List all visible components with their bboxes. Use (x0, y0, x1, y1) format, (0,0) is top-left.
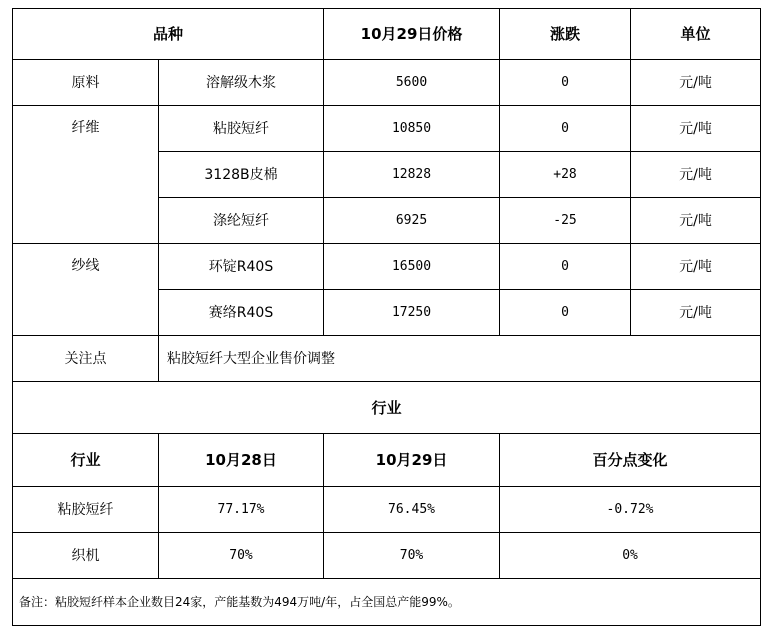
item-price: 12828 (324, 152, 500, 198)
item-price: 5600 (324, 60, 500, 106)
item-unit: 元/吨 (631, 106, 761, 152)
table-row (13, 60, 761, 106)
note-row (13, 579, 761, 626)
header-change: 涨跌 (500, 9, 631, 60)
industry-d1: 70% (159, 533, 324, 579)
category-yarn: 纱线 (13, 244, 159, 336)
item-change: 0 (500, 60, 631, 106)
item-price: 6925 (324, 198, 500, 244)
item-change: 0 (500, 290, 631, 336)
industry-d1: 77.17% (159, 487, 324, 533)
industry-name: 粘胶短纤 (13, 487, 159, 533)
item-change: 0 (500, 106, 631, 152)
table-row (13, 244, 761, 290)
note-text: 备注：粘胶短纤样本企业数目24家，产能基数为494万吨/年，占全国总产能99%。 (13, 579, 761, 626)
industry-header-change: 百分点变化 (500, 434, 761, 487)
industry-name: 织机 (13, 533, 159, 579)
item-unit: 元/吨 (631, 152, 761, 198)
item-unit: 元/吨 (631, 290, 761, 336)
industry-d2: 70% (324, 533, 500, 579)
industry-header-name: 行业 (13, 434, 159, 487)
header-variety: 品种 (13, 9, 324, 60)
focus-row (13, 336, 761, 382)
item-change: 0 (500, 244, 631, 290)
item-name: 粘胶短纤 (159, 106, 324, 152)
item-name: 涤纶短纤 (159, 198, 324, 244)
item-price: 16500 (324, 244, 500, 290)
industry-row (13, 487, 761, 533)
industry-section-row (13, 382, 761, 434)
item-name: 3128B皮棉 (159, 152, 324, 198)
header-price: 10月29日价格 (324, 9, 500, 60)
item-name: 溶解级木浆 (159, 60, 324, 106)
table-header-row (13, 9, 761, 60)
industry-header-d1: 10月28日 (159, 434, 324, 487)
item-unit: 元/吨 (631, 60, 761, 106)
item-unit: 元/吨 (631, 198, 761, 244)
table-row (13, 106, 761, 152)
item-unit: 元/吨 (631, 244, 761, 290)
industry-d2: 76.45% (324, 487, 500, 533)
industry-change: -0.72% (500, 487, 761, 533)
price-table (12, 8, 761, 626)
industry-change: 0% (500, 533, 761, 579)
industry-header-row (13, 434, 761, 487)
item-name: 环锭R40S (159, 244, 324, 290)
focus-label: 关注点 (13, 336, 159, 382)
category-raw-material: 原料 (13, 60, 159, 106)
item-change: +28 (500, 152, 631, 198)
category-fiber: 纤维 (13, 106, 159, 244)
focus-text: 粘胶短纤大型企业售价调整 (159, 336, 761, 382)
industry-header-d2: 10月29日 (324, 434, 500, 487)
item-price: 17250 (324, 290, 500, 336)
industry-row (13, 533, 761, 579)
industry-section-title: 行业 (13, 382, 761, 434)
price-report (12, 8, 760, 626)
item-change: -25 (500, 198, 631, 244)
header-unit: 单位 (631, 9, 761, 60)
item-name: 赛络R40S (159, 290, 324, 336)
item-price: 10850 (324, 106, 500, 152)
